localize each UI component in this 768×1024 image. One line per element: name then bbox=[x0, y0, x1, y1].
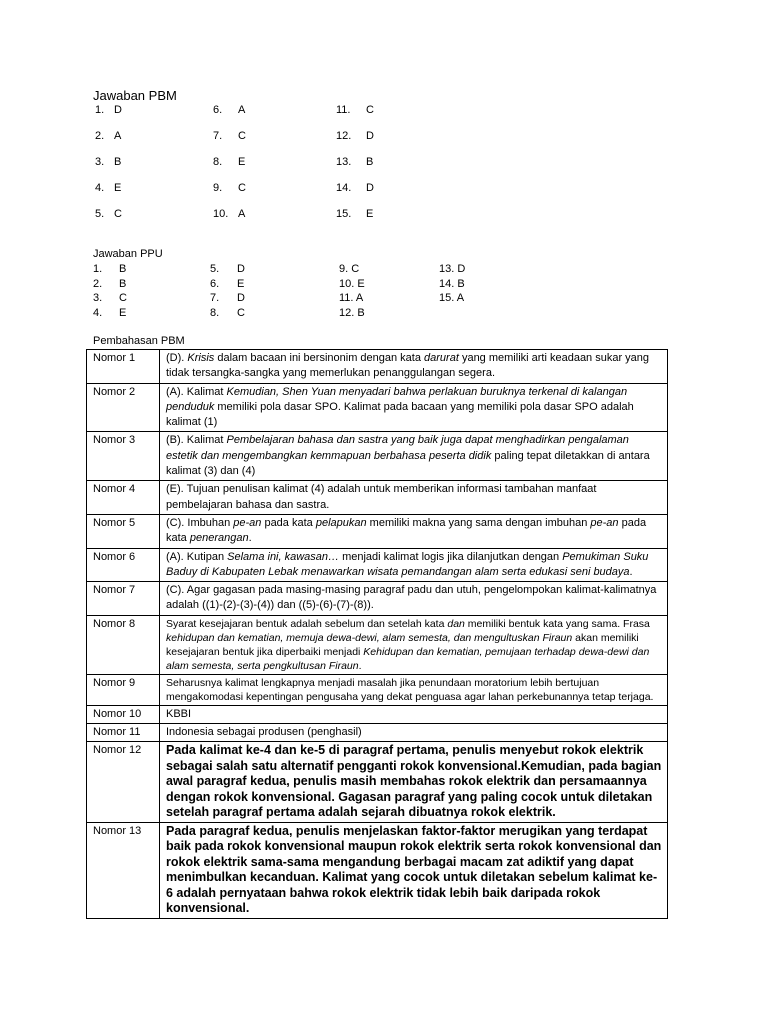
pbm-answer-value: E bbox=[366, 208, 374, 220]
pbm-answer-value: A bbox=[238, 208, 246, 220]
text-segment: . bbox=[358, 659, 362, 672]
pbm-answer-number: 3. bbox=[95, 156, 105, 168]
ppu-title: Jawaban PPU bbox=[93, 248, 163, 260]
text-segment: pada kata bbox=[166, 516, 647, 545]
table-row bbox=[87, 548, 668, 582]
row-label: Nomor 8 bbox=[87, 615, 160, 674]
text-segment: (D). bbox=[166, 352, 188, 364]
text-segment: (A). Kalimat bbox=[166, 385, 227, 398]
pembahasan-title: Pembahasan PBM bbox=[93, 335, 185, 347]
row-label: Nomor 5 bbox=[87, 514, 160, 548]
pbm-answer-number: 2. bbox=[95, 130, 105, 142]
ppu-answer: 12. B bbox=[339, 307, 365, 319]
table-row bbox=[87, 432, 668, 481]
row-label: Nomor 10 bbox=[87, 705, 160, 723]
ppu-answer-number: 7. bbox=[210, 292, 220, 304]
text-segment: (C). Agar gagasan pada masing-masing paragraf padu dan utuh, pengelompokan kalimat-kalimatnya adalah ((1)-(2)-(3)-(4)) dan ((5)-(6)-(7)-(8)). bbox=[166, 584, 657, 612]
row-label: Nomor 11 bbox=[87, 724, 160, 742]
ppu-answer-value: C bbox=[237, 307, 245, 319]
row-explanation bbox=[160, 481, 668, 515]
text-segment: pada kata bbox=[261, 516, 316, 529]
italic-text: penerangan bbox=[189, 532, 249, 545]
pbm-answer-value: B bbox=[366, 156, 374, 168]
ppu-answer: 11. A bbox=[339, 292, 364, 304]
pembahasan-table bbox=[86, 349, 668, 919]
text-segment: akan memiliki kesejajaran bentuk jika diperbaiki menjadi bbox=[166, 631, 639, 658]
italic-text: pe-an bbox=[233, 516, 262, 529]
table-row bbox=[87, 822, 668, 918]
row-explanation bbox=[160, 674, 668, 705]
ppu-answer-number: 2. bbox=[93, 278, 103, 290]
table-row bbox=[87, 742, 668, 823]
text-segment: yang memiliki arti keadaan sukar yang tidak tersangka-sangka yang memerlukan penanggulangan segera. bbox=[166, 352, 650, 380]
table-row bbox=[87, 674, 668, 705]
row-explanation bbox=[160, 548, 668, 582]
pbm-answer-number: 10. bbox=[213, 208, 229, 220]
row-explanation bbox=[160, 724, 668, 742]
text-segment: memiliki makna yang sama dengan imbuhan bbox=[366, 516, 591, 529]
row-explanation bbox=[160, 615, 668, 674]
text-segment: menjadi kalimat logis jika dilanjutkan dengan bbox=[339, 550, 563, 563]
table-row bbox=[87, 724, 668, 742]
text-segment: KBBI bbox=[166, 707, 192, 720]
row-label: Nomor 12 bbox=[87, 742, 160, 823]
table-row bbox=[87, 514, 668, 548]
row-label: Nomor 6 bbox=[87, 548, 160, 582]
italic-text: pelapukan bbox=[315, 516, 367, 529]
ppu-answer: 13. D bbox=[439, 263, 466, 275]
table-row bbox=[87, 481, 668, 515]
table-row bbox=[87, 350, 668, 384]
text-segment: Pada paragraf kedua, penulis menjelaskan faktor-faktor merugikan yang terdapat baik pada rokok konvensional maupun rokok elektrik serta rokok konvensional dan rokok elektrik sama-sama mengandung berbagai macam zat adiktif yang dapat menimbulkan kecanduan. Kalimat yang cocok untuk diletakan sebelum kalimat ke-6 adalah pernyataan bahwa rokok elektrik tidak lebih baik daripada rokok konvensional. bbox=[166, 823, 662, 916]
row-label: Nomor 1 bbox=[87, 350, 160, 384]
italic-text: Selama ini, kawasan… bbox=[227, 550, 340, 563]
pbm-answer-number: 14. bbox=[336, 182, 352, 194]
row-explanation bbox=[160, 742, 668, 823]
pbm-answer-value: A bbox=[238, 104, 246, 116]
row-explanation bbox=[160, 822, 668, 918]
row-label: Nomor 4 bbox=[87, 481, 160, 515]
pbm-answer-number: 15. bbox=[336, 208, 352, 220]
ppu-answer: 10. E bbox=[339, 278, 365, 290]
text-segment: memiliki pola dasar SPO. Kalimat pada bacaan yang memiliki pola dasar SPO adalah kalimat (1) bbox=[166, 400, 634, 429]
text-segment: Indonesia sebagai produsen (penghasil) bbox=[166, 726, 362, 739]
ppu-answer-value: E bbox=[119, 307, 127, 319]
pbm-answer-value: E bbox=[238, 156, 246, 168]
pbm-answer-number: 1. bbox=[95, 104, 105, 116]
row-label: Nomor 9 bbox=[87, 674, 160, 705]
text-segment: (C). Imbuhan bbox=[166, 516, 234, 529]
ppu-answer-number: 3. bbox=[93, 292, 103, 304]
row-explanation bbox=[160, 383, 668, 432]
pbm-answer-value: C bbox=[238, 182, 246, 194]
row-explanation bbox=[160, 432, 668, 481]
table-row bbox=[87, 615, 668, 674]
italic-text: Pembelajaran bahasa dan sastra yang baik juga dapat menghadirkan pengalaman estetik dan mengembangkan kemmapuan berbahasa peserta didik bbox=[166, 434, 629, 462]
italic-text: Pemukiman Suku Baduy di Kabupaten Lebak menawarkan wisata pemandangan alam serta edukasi seni budaya bbox=[166, 550, 649, 578]
pbm-answer-number: 5. bbox=[95, 208, 105, 220]
pbm-answer-number: 9. bbox=[213, 182, 223, 194]
pbm-answer-value: B bbox=[114, 156, 122, 168]
pbm-answer-value: E bbox=[114, 182, 122, 194]
table-row bbox=[87, 582, 668, 616]
ppu-answer: 9. C bbox=[339, 263, 360, 275]
text-segment: Syarat kesejajaran bentuk adalah sebelum dan setelah kata bbox=[166, 617, 448, 630]
text-segment: Seharusnya kalimat lengkapnya menjadi masalah jika penundaan moratorium lebih bertujuan mengakomodasi kepentingan pengusaha yang dekat penguasa agar lahan perkebunannya tetap terjaga. bbox=[166, 676, 654, 703]
pbm-answer-value: A bbox=[114, 130, 122, 142]
ppu-answer-value: B bbox=[119, 278, 127, 290]
ppu-answer: 15. A bbox=[439, 292, 465, 304]
italic-text: pe-an bbox=[590, 516, 619, 529]
italic-text: kehidupan dan kematian, memuja dewa-dewi, alam semesta, dan mengultuskan Firaun bbox=[166, 631, 573, 644]
table-row bbox=[87, 705, 668, 723]
ppu-answer-value: E bbox=[237, 278, 245, 290]
ppu-answer-value: C bbox=[119, 292, 127, 304]
ppu-answer-number: 5. bbox=[210, 263, 220, 275]
row-label: Nomor 3 bbox=[87, 432, 160, 481]
pbm-answer-value: D bbox=[114, 104, 122, 116]
pbm-answer-number: 11. bbox=[336, 104, 351, 116]
italic-text: Krisis bbox=[187, 352, 215, 364]
row-label: Nomor 7 bbox=[87, 582, 160, 616]
text-segment: (B). Kalimat bbox=[166, 434, 227, 447]
ppu-answer: 14. B bbox=[439, 278, 465, 290]
pbm-answer-value: D bbox=[366, 182, 374, 194]
row-explanation bbox=[160, 582, 668, 616]
pbm-answer-number: 7. bbox=[213, 130, 223, 142]
ppu-answer-value: B bbox=[119, 263, 127, 275]
pbm-answer-number: 13. bbox=[336, 156, 352, 168]
pbm-answer-value: C bbox=[114, 208, 122, 220]
row-label: Nomor 2 bbox=[87, 383, 160, 432]
text-segment: (E). Tujuan penulisan kalimat (4) adalah untuk memberikan informasi tambahan manfaat pembelajaran bahasa dan sastra. bbox=[166, 483, 597, 511]
pbm-answer-number: 12. bbox=[336, 130, 352, 142]
text-segment: memiliki bentuk kata yang sama. Frasa bbox=[464, 617, 650, 630]
ppu-answer-value: D bbox=[237, 263, 245, 275]
row-explanation bbox=[160, 705, 668, 723]
italic-text: darurat bbox=[424, 352, 459, 364]
text-segment: dalam bacaan ini bersinonim dengan kata bbox=[214, 352, 425, 364]
italic-text: Kemudian, Shen Yuan menyadari bahwa perlakuan buruknya terkenal di kalangan penduduk bbox=[166, 385, 628, 413]
text-segment: . bbox=[629, 565, 633, 578]
text-segment: paling tepat diletakkan di antara kalimat (3) dan (4) bbox=[166, 449, 650, 478]
row-explanation bbox=[160, 514, 668, 548]
ppu-answer-number: 6. bbox=[210, 278, 220, 290]
text-segment: Pada kalimat ke-4 dan ke-5 di paragraf pertama, penulis menyebut rokok elektrik sebagai salah satu alternatif pengganti rokok konvensional.Kemudian, pada bagian awal paragraf kedua, penulis masih membahas rokok elektrik dan persamaannya dengan rokok konvensional. Gagasan paragraf yang paling cocok untuk diletakan setelah paragraf pertama adalah sejarah dibuatnya rokok elektrik. bbox=[166, 743, 662, 820]
pbm-answer-value: D bbox=[366, 130, 374, 142]
ppu-answer-number: 4. bbox=[93, 307, 103, 319]
row-explanation bbox=[160, 350, 668, 384]
pbm-answer-number: 8. bbox=[213, 156, 223, 168]
text-segment: . bbox=[248, 532, 252, 545]
pbm-answer-value: C bbox=[238, 130, 246, 142]
pbm-answer-value: C bbox=[366, 104, 374, 116]
italic-text: Kehidupan dan kematian, pemujaan terhadap dewa-dewi dan alam semesta, serta pengkultusan Firaun bbox=[166, 645, 650, 672]
ppu-answer-number: 1. bbox=[93, 263, 103, 275]
row-label: Nomor 13 bbox=[87, 822, 160, 918]
table-row bbox=[87, 383, 668, 432]
italic-text: dan bbox=[447, 617, 465, 630]
pbm-answer-number: 6. bbox=[213, 104, 223, 116]
pbm-title: Jawaban PBM bbox=[93, 88, 177, 103]
ppu-answer-number: 8. bbox=[210, 307, 220, 319]
pbm-answer-number: 4. bbox=[95, 182, 105, 194]
text-segment: (A). Kutipan bbox=[166, 550, 228, 563]
ppu-answer-value: D bbox=[237, 292, 245, 304]
